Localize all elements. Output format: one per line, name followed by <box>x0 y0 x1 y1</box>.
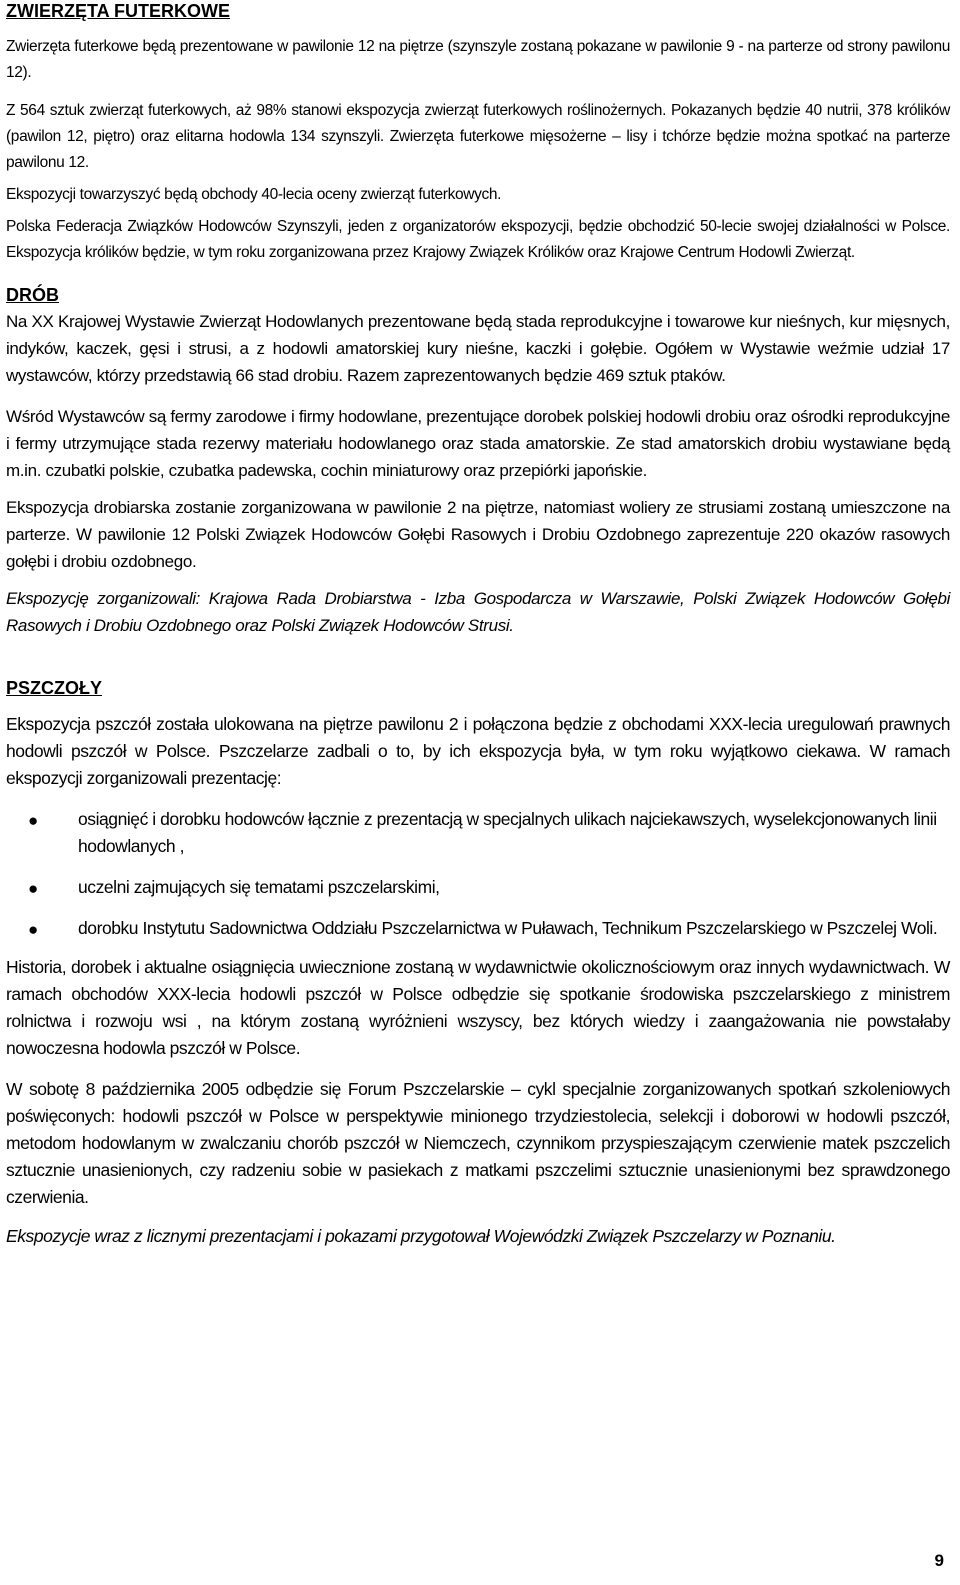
bees-paragraph-1: Historia, dorobek i aktualne osiągnięcia uwiecznione zostaną w wydawnictwie okolicznościowym oraz innych wydawnictwach. W ramach obchodów XXX-lecia hodowli pszczół w Polsce odbędzie się spotkanie środowiska pszczelarskiego z ministrem rolnictwa i rozwoju wsi , na którym zostaną wyróżnieni wszyscy, bez których wiedzy i zaangażowania nie powstałaby nowoczesna hodowla pszczół w Polsce. <box>6 957 950 1058</box>
list-item <box>6 915 950 942</box>
page-content <box>6 0 950 1250</box>
bullet-icon: ● <box>28 811 38 830</box>
fur-paragraph-1: Zwierzęta futerkowe będą prezentowane w pawilonie 12 na piętrze (szynszyle zostaną pokazane w pawilonie 9 - na parterze od strony pawilonu 12). <box>6 38 950 81</box>
poultry-paragraph-3: Ekspozycja drobiarska zostanie zorganizowana w pawilonie 2 na piętrze, natomiast woliery ze strusiami zostaną umieszczone na parterze. W pawilonie 12 Polski Związek Hodowców Gołębi Rasowych i Drobiu Ozdobnego zaprezentuje 220 okazów rasowych gołębi i drobiu ozdobnego. <box>6 498 950 571</box>
bees-closing: Ekspozycje wraz z licznymi prezentacjami i pokazami przygotował Wojewódzki Związek Pszczelarzy w Poznaniu. <box>6 1226 836 1246</box>
fur-paragraph-2: Z 564 sztuk zwierząt futerkowych, aż 98% stanowi ekspozycja zwierząt futerkowych roślinożernych. Pokazanych będzie 40 nutrii, 378 królików (pawilon 12, piętro) oraz elitarna hodowla 134 szynszyli. Zwierzęta futerkowe mięsożerne – lisy i tchórze będzie można spotkać na parterze pawilonu 12. <box>6 102 950 171</box>
bullet-icon: ● <box>28 879 38 898</box>
list-item-text: uczelni zajmujących się tematami pszczelarskimi, <box>78 877 440 897</box>
poultry-paragraph-1: Na XX Krajowej Wystawie Zwierząt Hodowlanych prezentowane będą stada reprodukcyjne i towarowe kur nieśnych, kur mięsnych, indyków, kaczek, gęsi i strusi, a z hodowli amatorskiej kury nieśne, kaczki i gołębie. Ogółem w Wystawie weźmie udział 17 wystawców, którzy przedstawią 66 stad drobiu. Razem zaprezentowanych będzie 469 sztuk ptaków. <box>6 312 950 385</box>
list-item <box>6 874 950 901</box>
bullet-icon: ● <box>28 920 38 939</box>
bees-presentation-list <box>6 806 950 942</box>
fur-paragraph-4: Polska Federacja Związków Hodowców Szynszyli, jeden z organizatorów ekspozycji, będzie obchodzić 50-lecie swojej działalności w Polsce. Ekspozycja królików będzie, w tym roku zorganizowana przez Krajowy Związek Królików oraz Krajowe Centrum Hodowli Zwierząt. <box>6 218 950 261</box>
list-item-text: osiągnięć i dorobku hodowców łącznie z prezentacją w specjalnych ulikach najciekawszych, wyselekcjonowanych linii hodowlanych , <box>78 809 937 856</box>
poultry-paragraph-2: Wśród Wystawców są fermy zarodowe i firmy hodowlane, prezentujące dorobek polskiej hodowli drobiu oraz ośrodki reprodukcyjne i fermy utrzymujące stada rezerwy materiału hodowlanego oraz stada amatorskie. Ze stad amatorskich drobiu wystawiane będą m.in. czubatki polskie, czubatka padewska, cochin miniaturowy oraz przepiórki japońskie. <box>6 407 950 480</box>
list-item <box>6 806 950 860</box>
bees-intro: Ekspozycja pszczół została ulokowana na piętrze pawilonu 2 i połączona będzie z obchodami XXX-lecia uregulowań prawnych hodowli pszczół w Polsce. Pszczelarze zadbali o to, by ich ekspozycja była, w tym roku wyjątkowo ciekawa. W ramach ekspozycji zorganizowali prezentację: <box>6 714 950 788</box>
page-number: 9 <box>934 1551 944 1570</box>
heading-fur-animals: ZWIERZĘTA FUTERKOWE <box>6 1 230 21</box>
heading-bees: PSZCZOŁY <box>6 678 103 698</box>
bees-paragraph-2: W sobotę 8 października 2005 odbędzie się Forum Pszczelarskie – cykl specjalnie zorganizowanych spotkań szkoleniowych poświęconych: hodowli pszczół w Polsce w perspektywie minionego trzydziestolecia, selekcji i doborowi w hodowli pszczół, metodom hodowlanym w zwalczaniu chorób pszczół w Niemczech, czynnikom przyspieszającym czerwienie matek pszczelich sztucznie unasienionych, czy radzeniu sobie w pasiekach z matkami pszczelimi sztucznie unasienionymi bez sprawdzonego czerwienia. <box>6 1079 950 1207</box>
fur-paragraph-3: Ekspozycji towarzyszyć będą obchody 40-lecia oceny zwierząt futerkowych. <box>6 186 502 203</box>
heading-poultry: DRÓB <box>6 285 59 305</box>
poultry-organizers: Ekspozycję zorganizowali: Krajowa Rada Drobiarstwa - Izba Gospodarcza w Warszawie, Polski Związek Hodowców Gołębi Rasowych i Drobiu Ozdobnego oraz Polski Związek Hodowców Strusi. <box>6 589 950 635</box>
list-item-text: dorobku Instytutu Sadownictwa Oddziału Pszczelarnictwa w Puławach, Technikum Pszczelarskiego w Pszczelej Woli. <box>78 918 938 938</box>
